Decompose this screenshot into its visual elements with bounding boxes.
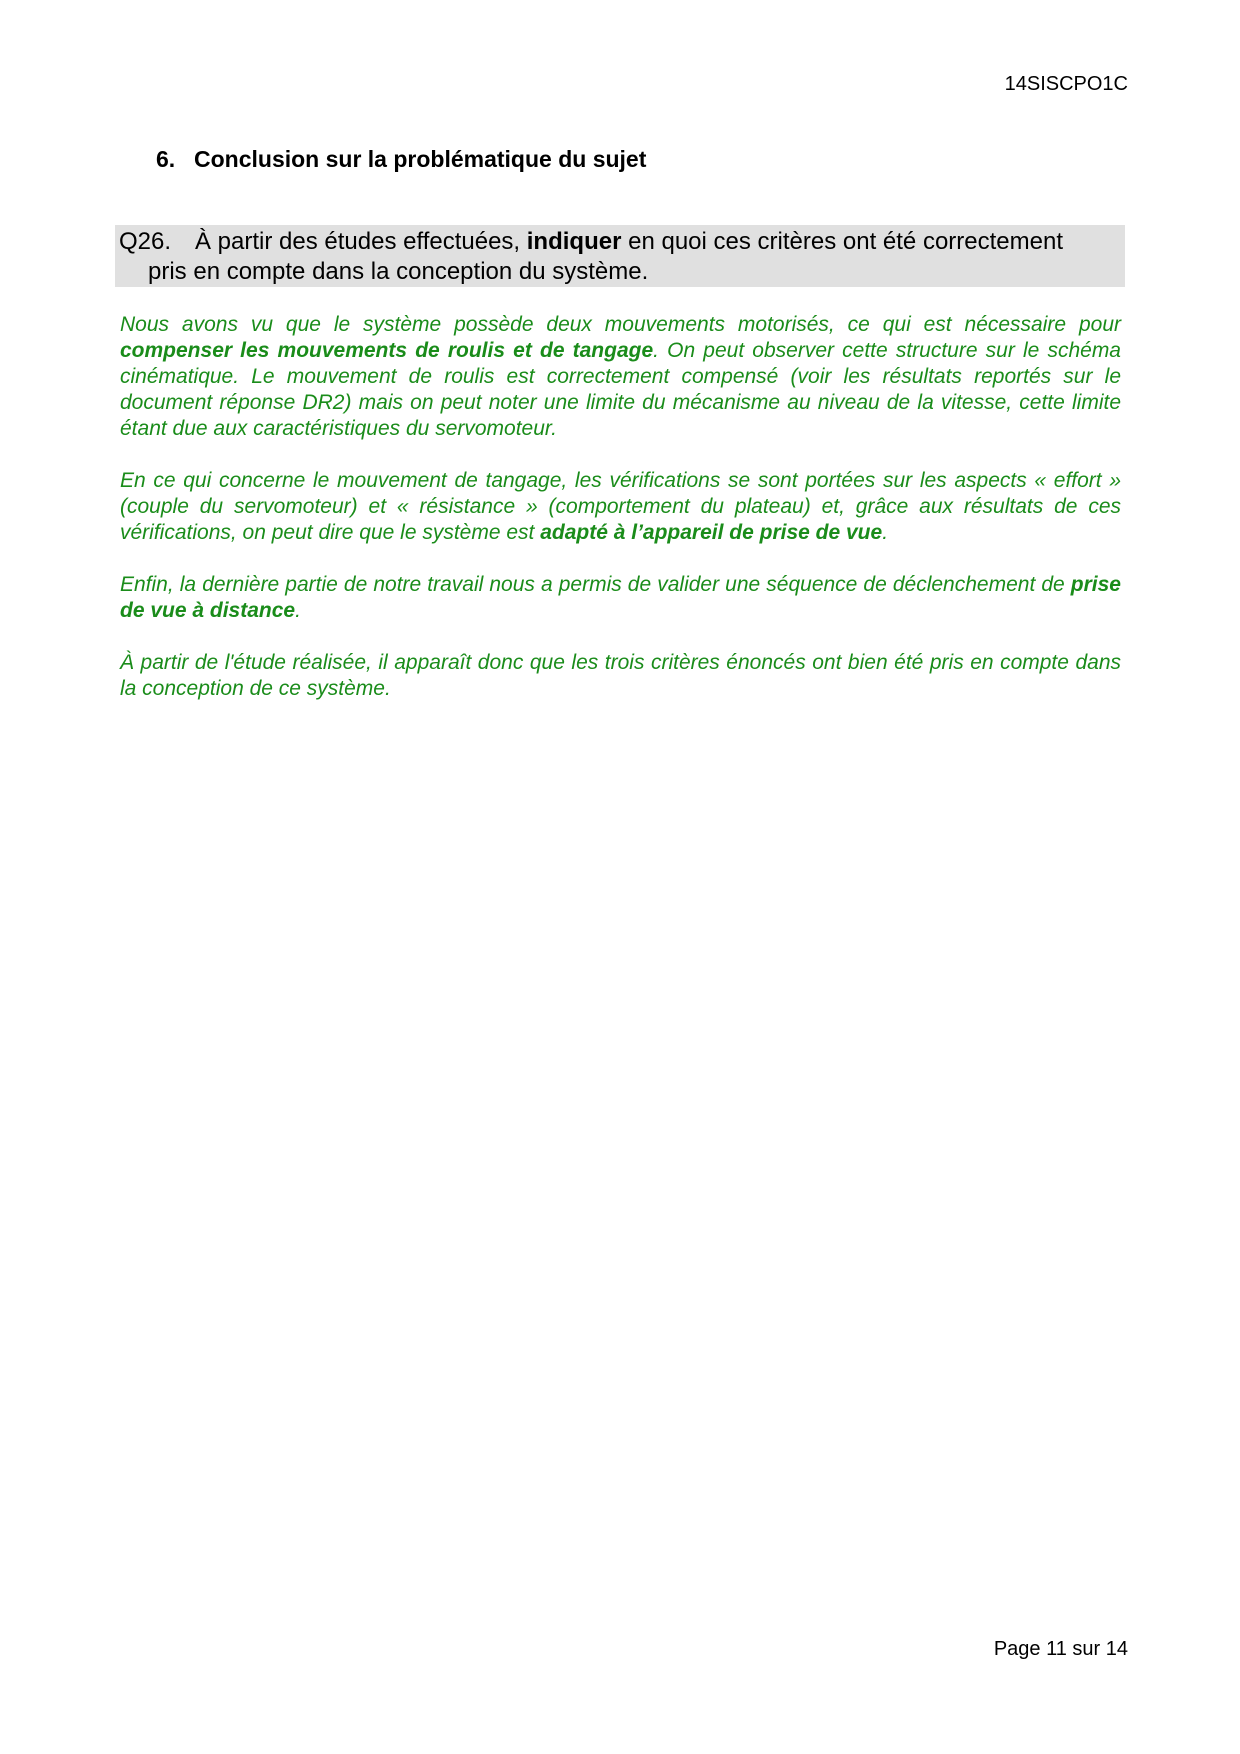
question-line-2: pris en compte dans la conception du système. [148, 258, 649, 285]
section-number: 6. [156, 146, 176, 172]
answer-paragraph-4: À partir de l'étude réalisée, il apparaît donc que les trois critères énoncés ont bien été pris en compte dans la conception de ce système. [120, 651, 1121, 700]
answer-text: Nous avons vu que le système possède deux mouvements motorisés, ce qui est nécessaire pour [120, 313, 1121, 336]
answer-emphasis: compenser les mouvements de roulis et de tangage [120, 339, 654, 362]
answer-text: . On peut observer cette structure sur le schéma cinématique. Le mouvement de roulis est correctement compensé (voir les résultats reportés sur le document réponse DR2) mais on peut noter une limite du mécanisme au niveau de la vitesse, cette limite étant due aux caractéristiques du servomoteur. [120, 339, 1121, 440]
answer-text: . [882, 521, 889, 544]
question-keyword: indiquer [526, 228, 622, 255]
answer-text: En ce qui concerne le mouvement de tangage, les vérifications se sont portées sur les aspects « effort » (couple du servomoteur) et « résistance » (comportement du plateau) et, grâce aux résultats de ces vérifications, on peut dire que le système est [120, 469, 1121, 544]
question-number: Q26. [119, 228, 172, 255]
question-text-after: en quoi ces critères ont été correctement [621, 228, 1063, 255]
answer-paragraph-1 [120, 312, 1121, 442]
document-code: 14SISCPO1C [1004, 73, 1128, 95]
answer-text: . [295, 599, 301, 622]
answer-block [120, 312, 1121, 728]
section-title: Conclusion sur la problématique du sujet [194, 146, 647, 172]
answer-emphasis: adapté à l’appareil de prise de vue [540, 521, 883, 544]
question-box [115, 225, 1125, 287]
answer-paragraph-3 [120, 572, 1121, 624]
answer-text: Enfin, la dernière partie de notre travail nous a permis de valider une séquence de déclenchement de [120, 573, 1071, 596]
question-text-before: À partir des études effectuées, [195, 228, 527, 255]
answer-emphasis: prise de vue à distance [120, 573, 1121, 622]
page-number: Page 11 sur 14 [993, 1638, 1128, 1660]
answer-paragraph-2 [120, 468, 1121, 546]
section-heading [156, 146, 646, 173]
question-line-1 [119, 227, 1121, 257]
